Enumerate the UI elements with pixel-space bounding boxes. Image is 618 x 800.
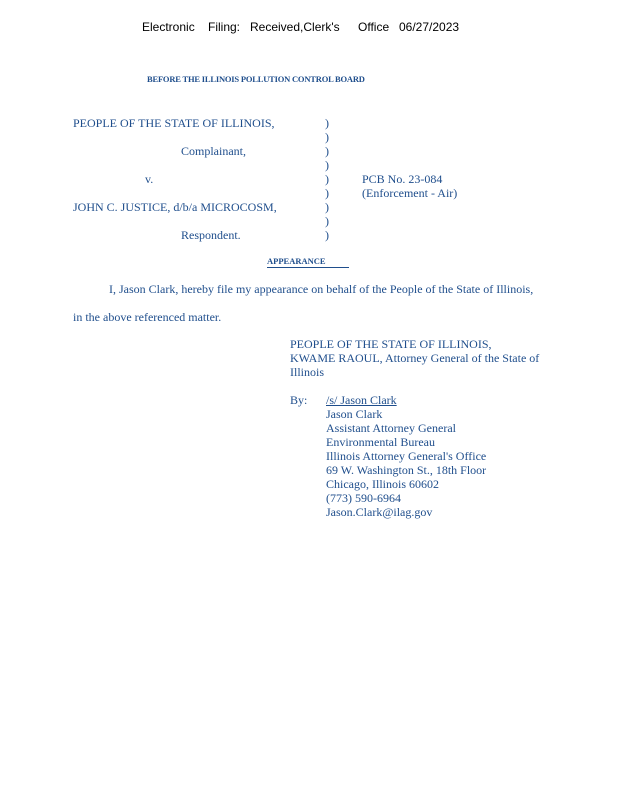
signer-city: Chicago, Illinois 60602: [326, 477, 439, 491]
caption-paren: ): [325, 116, 329, 130]
signature-party: PEOPLE OF THE STATE OF ILLINOIS,: [290, 337, 492, 351]
versus: v.: [145, 172, 154, 186]
caption-paren: ): [325, 158, 329, 172]
body-line-2: in the above referenced matter.: [73, 310, 222, 324]
signature-by-label: By:: [290, 393, 308, 407]
plaintiff-name: PEOPLE OF THE STATE OF ILLINOIS,: [73, 116, 275, 130]
case-number: PCB No. 23-084: [362, 172, 443, 186]
defendant-role: Respondent.: [181, 228, 241, 242]
caption-paren: ): [325, 214, 329, 228]
caption-paren: ): [325, 144, 329, 158]
caption-paren: ): [325, 130, 329, 144]
board-heading: BEFORE THE ILLINOIS POLLUTION CONTROL BOARD: [147, 74, 365, 84]
signature-ag-line2: Illinois: [290, 365, 325, 379]
case-type: (Enforcement - Air): [362, 186, 458, 200]
defendant-name: JOHN C. JUSTICE, d/b/a MICROCOSM,: [73, 200, 277, 214]
plaintiff-role: Complainant,: [181, 144, 246, 158]
body-line-1: I, Jason Clark, hereby file my appearance on behalf of the People of the State of Illinois,: [109, 282, 534, 296]
stamp-label-electronic: Electronic: [142, 20, 195, 34]
caption-paren: ): [325, 172, 329, 186]
signer-address: 69 W. Washington St., 18th Floor: [326, 463, 487, 477]
signer-bureau: Environmental Bureau: [326, 435, 435, 449]
stamp-label-office: Office: [358, 20, 390, 34]
document-title: APPEARANCE: [267, 256, 349, 268]
caption-paren: ): [325, 228, 329, 242]
signer-title: Assistant Attorney General: [326, 421, 456, 435]
stamp-label-received: Received,Clerk's: [250, 20, 340, 34]
signer-email: Jason.Clark@ilag.gov: [326, 505, 433, 519]
signature-ag-line1: KWAME RAOUL, Attorney General of the State of: [290, 351, 540, 365]
caption-paren: ): [325, 200, 329, 214]
stamp-label-filing: Filing:: [208, 20, 241, 34]
signer-phone: (773) 590-6964: [326, 491, 401, 505]
signer-office: Illinois Attorney General's Office: [326, 449, 487, 463]
signature-line: /s/ Jason Clark: [326, 393, 397, 407]
caption-paren: ): [325, 186, 329, 200]
signer-name: Jason Clark: [326, 407, 383, 421]
stamp-date: 06/27/2023: [399, 20, 460, 34]
caption-parentheses: [325, 116, 329, 242]
